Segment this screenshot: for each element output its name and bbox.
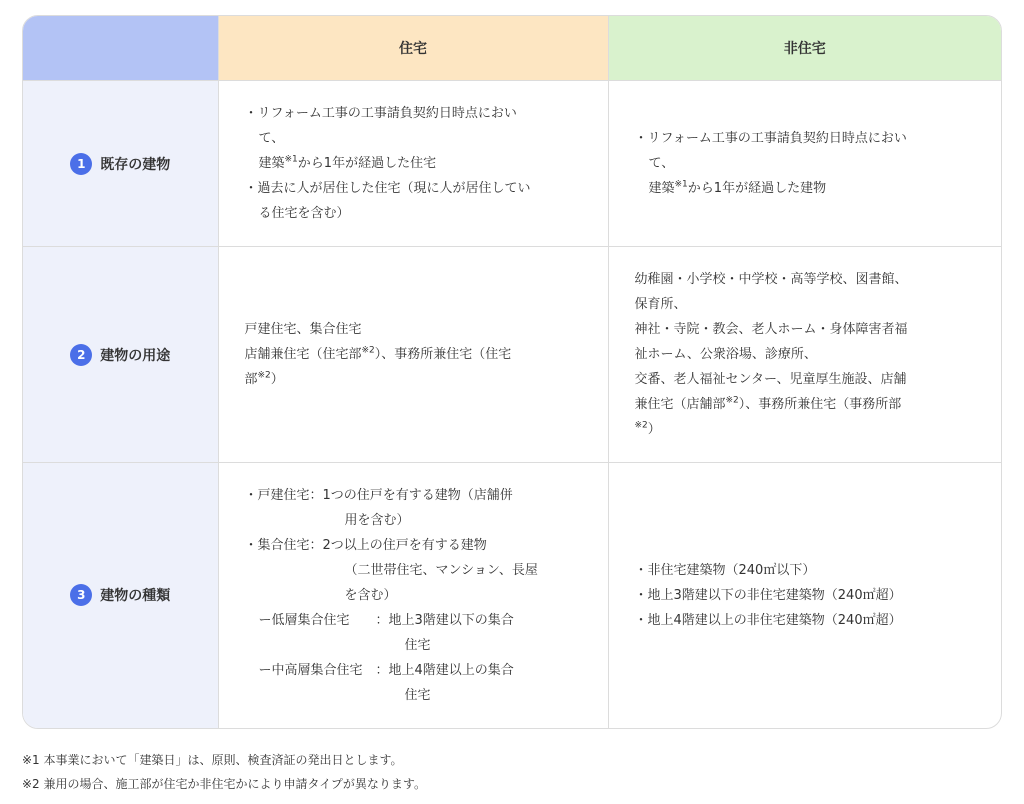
cell-nonhouse-type [608, 462, 1001, 728]
cell-house-usage [218, 247, 608, 462]
footnote-2: ※2 兼用の場合、施工部が住宅か非住宅かにより申請タイプが異なります。 [22, 777, 426, 791]
header-nonhouse: 非住宅 [608, 16, 1001, 81]
row-number-badge: 2 [70, 344, 92, 366]
text-line: を含む） [344, 587, 397, 603]
text-line: 住宅 [404, 637, 431, 653]
text-line: ・非住宅建築物（240㎡以下） [634, 562, 816, 578]
header-row [23, 16, 1001, 81]
text-line: 建築$^{※1}$から1年が経過した住宅 [258, 154, 437, 172]
table-row-type [23, 462, 1001, 728]
text-line: 戸建住宅、集合住宅 [244, 322, 362, 338]
text-line: ー低層集合住宅 ：地上3階建以下の集合 [258, 612, 514, 628]
row-label: 建物の用途 [100, 347, 171, 364]
text-line: 保育所、 [634, 297, 687, 313]
text-line: る住宅を含む） [258, 206, 350, 222]
text-line: 店舗兼住宅（住宅部$^{※2}$）、事務所兼住宅（住宅 [244, 345, 512, 363]
text-line: ー中高層集合住宅 ：地上4階建以上の集合 [258, 662, 514, 678]
text-line: ・集合住宅：2つ以上の住戸を有する建物 [244, 537, 487, 553]
row-label: 既存の建物 [100, 156, 171, 173]
eligibility-table [22, 15, 1002, 729]
row-number-badge: 1 [70, 153, 92, 175]
text-line: 建築$^{※1}$から1年が経過した建物 [648, 179, 827, 197]
text-line: て、 [648, 156, 675, 172]
header-corner [23, 16, 218, 81]
footnotes [22, 748, 426, 796]
text-line: 幼稚園・小学校・中学校・高等学校、図書館、 [634, 272, 908, 288]
text-line: 兼住宅（店舗部$^{※2}$）、事務所兼住宅（事務所部 [634, 395, 902, 413]
text-line: ・地上3階建以下の非住宅建築物（240㎡超） [634, 587, 902, 603]
cell-house-existing [218, 81, 608, 247]
text-line: 神社・寺院・教会、老人ホーム・身体障害者福 [634, 322, 908, 338]
table-row-existing [23, 81, 1001, 247]
text-line: 用を含む） [344, 512, 410, 528]
row-header-existing [23, 81, 218, 247]
text-line: （二世帯住宅、マンション、長屋 [344, 562, 538, 578]
text-line: 祉ホーム、公衆浴場、診療所、 [634, 347, 817, 363]
text-line: ・地上4階建以上の非住宅建築物（240㎡超） [634, 612, 902, 628]
text-line: ・戸建住宅：1つの住戸を有する建物（店舗併 [244, 487, 513, 503]
cell-house-type [218, 462, 608, 728]
row-number-badge: 3 [70, 584, 92, 606]
row-label: 建物の種類 [100, 588, 171, 605]
cell-nonhouse-existing [608, 81, 1001, 247]
row-header-usage [23, 247, 218, 462]
comparison-table [23, 16, 1001, 728]
text-line: 部$^{※2}$） [244, 370, 284, 388]
cell-nonhouse-usage [608, 247, 1001, 462]
footnote-1: ※1 本事業において「建築日」は、原則、検査済証の発出日とします。 [22, 753, 403, 767]
text-line: 交番、老人福祉センター、児童厚生施設、店舗 [634, 372, 907, 388]
text-line: ・過去に人が居住した住宅（現に人が居住してい [244, 181, 531, 197]
header-house: 住宅 [218, 16, 608, 81]
text-line: 住宅 [404, 687, 431, 703]
text-line: ・リフォーム工事の工事請負契約日時点におい [634, 131, 907, 147]
text-line: $^{※2}$） [634, 420, 661, 438]
row-header-type [23, 462, 218, 728]
text-line: て、 [258, 131, 285, 147]
text-line: ・リフォーム工事の工事請負契約日時点におい [244, 106, 517, 122]
table-row-usage [23, 247, 1001, 462]
